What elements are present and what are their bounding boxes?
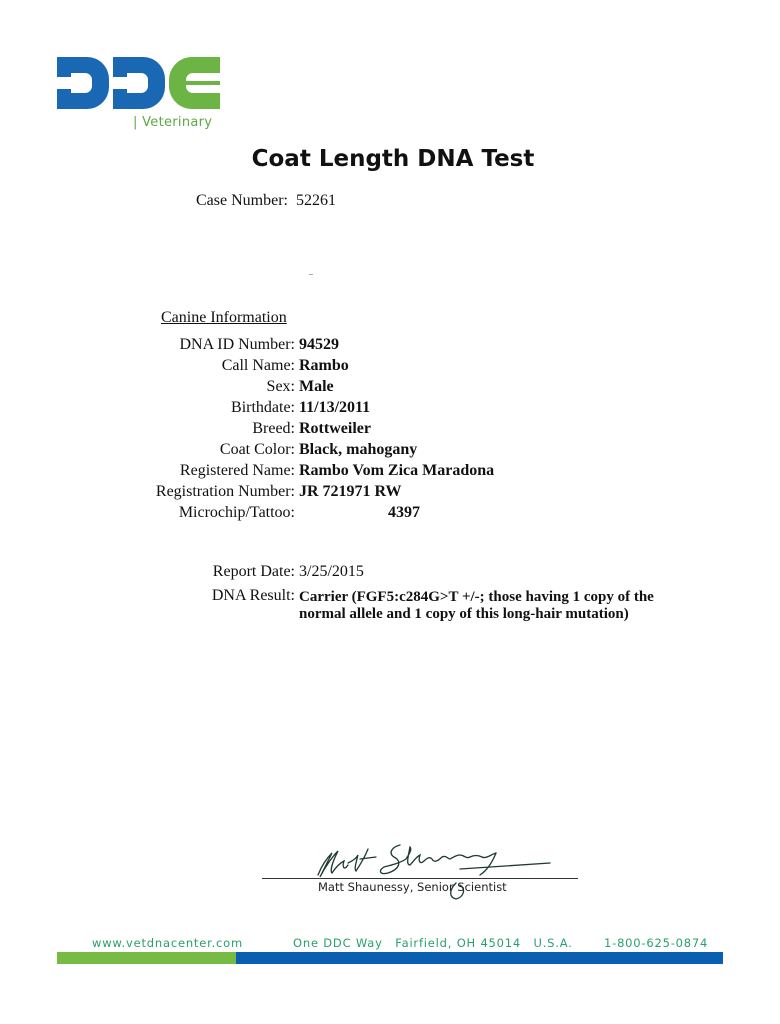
report-date: [0, 563, 780, 584]
report-date-label: Report Date:: [212, 563, 295, 580]
field-label: Call Name:: [221, 357, 295, 374]
logo-subtitle: | Veterinary: [133, 115, 213, 130]
signature-icon: [260, 835, 580, 905]
field-label: Registered Name:: [179, 462, 295, 479]
footer-bar-green: [57, 952, 236, 964]
canine-information-heading: Canine Information: [161, 309, 287, 326]
case-number-label: Case Number:: [196, 192, 288, 209]
divider-mark: [309, 274, 313, 275]
field-sex: [0, 378, 780, 399]
signatory-name: Matt Shaunessy, Senior Scientist: [318, 880, 507, 894]
field-label: DNA ID Number:: [179, 336, 295, 353]
footer-address: [293, 936, 581, 950]
field-value: Rambo: [299, 357, 349, 374]
footer-bar-blue: [236, 952, 723, 964]
field-microchip: [0, 504, 780, 525]
field-label: Birthdate:: [231, 399, 295, 416]
field-coat-color: [0, 441, 780, 462]
document-title: Coat Length DNA Test: [251, 146, 535, 172]
dna-result-line-2: normal allele and 1 copy of this long-hair mutation): [299, 606, 629, 622]
field-registration-number: [0, 483, 780, 504]
field-call-name: [0, 357, 780, 378]
case-number: [196, 192, 336, 210]
footer-phone: 1-800-625-0874: [604, 936, 709, 950]
dna-result-line-1: Carrier (FGF5:c284G>T +/-; those having 1 copy of the: [299, 589, 654, 605]
report-date-value: 3/25/2015: [299, 563, 364, 580]
field-label: Coat Color:: [219, 441, 295, 458]
field-value: 11/13/2011: [299, 399, 371, 416]
field-label: Breed:: [252, 420, 295, 437]
field-birthdate: [0, 399, 780, 420]
case-number-value: 52261: [295, 192, 336, 209]
field-label: Microchip/Tattoo:: [178, 504, 295, 521]
field-registered-name: [0, 462, 780, 483]
field-breed: [0, 420, 780, 441]
footer-street: One DDC Way: [293, 936, 383, 950]
field-value: Rottweiler: [299, 420, 371, 437]
footer-city: Fairfield, OH 45014: [395, 936, 522, 950]
field-dna-id: [0, 336, 780, 357]
field-value: 94529: [299, 336, 339, 353]
field-value: JR 721971 RW: [299, 483, 402, 500]
dna-result-value: [299, 589, 679, 623]
field-label: Registration Number:: [155, 483, 295, 500]
field-value: Male: [299, 378, 334, 395]
dna-result-label: DNA Result:: [211, 587, 295, 604]
dna-result: [0, 587, 780, 622]
field-value: Rambo Vom Zica Maradona: [299, 462, 495, 479]
field-value: 4397: [388, 504, 420, 521]
footer-website-link[interactable]: www.vetdnacenter.com: [92, 936, 244, 950]
footer-country: U.S.A.: [533, 936, 573, 950]
signature-line: [262, 878, 578, 879]
field-value: Black, mahogany: [299, 441, 418, 458]
field-label: Sex:: [266, 378, 295, 395]
